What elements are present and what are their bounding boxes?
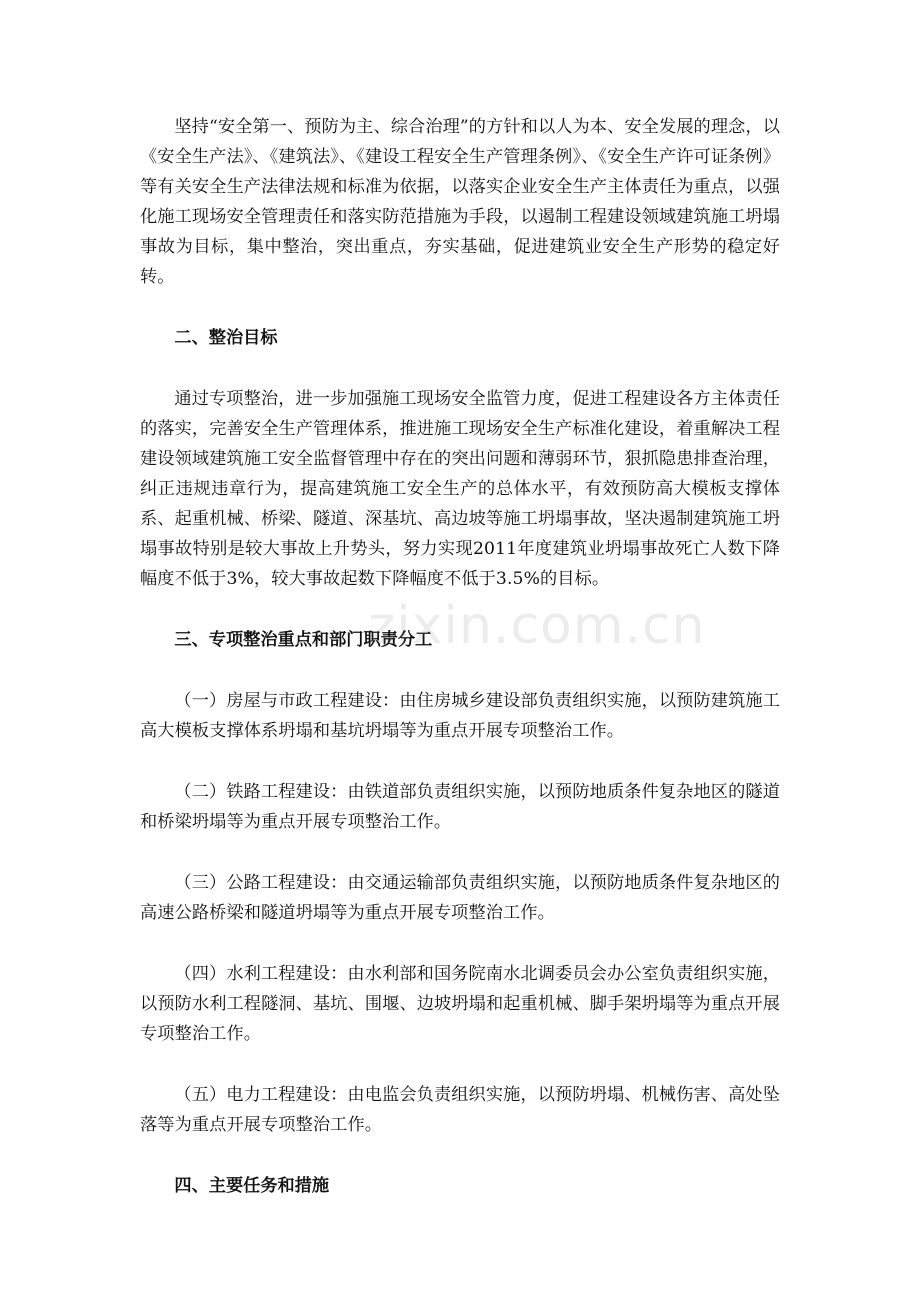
paragraph-highway: （三）公路工程建设：由交通运输部负责组织实施，以预防地质条件复杂地区的高速公路桥梁和隧道坍塌等为重点开展专项整治工作。 (140, 873, 780, 923)
paragraph-goals: 通过专项整治，进一步加强施工现场安全监管力度，促进工程建设各方主体责任的落实，完善安全生产管理体系，推进施工现场安全生产标准化建设，着重解决工程建设领域建筑施工安全监督管理中存在的突出问题和薄弱环节，狠抓隐患排查治理，纠正违规违章行为，提高建筑施工安全生产的总体水平，有效预防高大模板支撑体系、起重机械、桥梁、隧道、深基坑、高边坡等施工坍塌事故，坚决遏制建筑施工坍塌事故特别是较大事故上升势头，努力实现2011年度建筑业坍塌事故死亡人数下降幅度不低于3%，较大事故起数下降幅度不低于3.5%的目标。 (140, 389, 780, 589)
paragraph-spacer (140, 928, 780, 959)
paragraph-water-conservancy: （四）水利工程建设：由水利部和国务院南水北调委员会办公室负责组织实施，以预防水利工程隧洞、基坑、围堰、边坡坍塌和起重机械、脚手架坍塌等为重点开展专项整治工作。 (140, 964, 780, 1044)
paragraph-spacer (140, 837, 780, 868)
section-heading-tasks: 四、主要任务和措施 (174, 1176, 330, 1196)
paragraph-railway: （二）铁路工程建设：由铁道部负责组织实施，以预防地质条件复杂地区的隧道和桥梁坍塌等为重点开展专项整治工作。 (140, 782, 780, 832)
paragraph-spacer (140, 655, 780, 686)
paragraph-electric-power: （五）电力工程建设：由电监会负责组织实施，以预防坍塌、机械伤害、高处坠落等为重点开展专项整治工作。 (140, 1085, 780, 1135)
paragraph-spacer (140, 292, 780, 323)
paragraph-spacer (140, 1140, 780, 1171)
paragraph-guiding-principle: 坚持“安全第一、预防为主、综合治理”的方针和以人为本、安全发展的理念，以《安全生产法》、《建筑法》、《建设工程安全生产管理条例》、《安全生产许可证条例》等有关安全生产法律法规和标准为依据，以落实企业安全生产主体责任为重点，以强化施工现场安全管理责任和落实防范措施为手段，以遏制工程建设领域建筑施工坍塌事故为目标，集中整治，突出重点，夯实基础，促进建筑业安全生产形势的稳定好转。 (140, 117, 780, 287)
paragraph-spacer (140, 353, 780, 384)
paragraph-spacer (140, 594, 780, 625)
paragraph-spacer (140, 1049, 780, 1080)
document-body (140, 112, 780, 1201)
watermark-text: zixin.com.cn (368, 596, 706, 656)
paragraph-spacer (140, 746, 780, 777)
section-heading-key-areas: 三、专项整治重点和部门职责分工 (174, 630, 433, 650)
section-heading-goals: 二、整治目标 (174, 328, 278, 348)
paragraph-housing-municipal: （一）房屋与市政工程建设：由住房城乡建设部负责组织实施，以预防建筑施工高大模板支撑体系坍塌和基坑坍塌等为重点开展专项整治工作。 (140, 691, 780, 741)
